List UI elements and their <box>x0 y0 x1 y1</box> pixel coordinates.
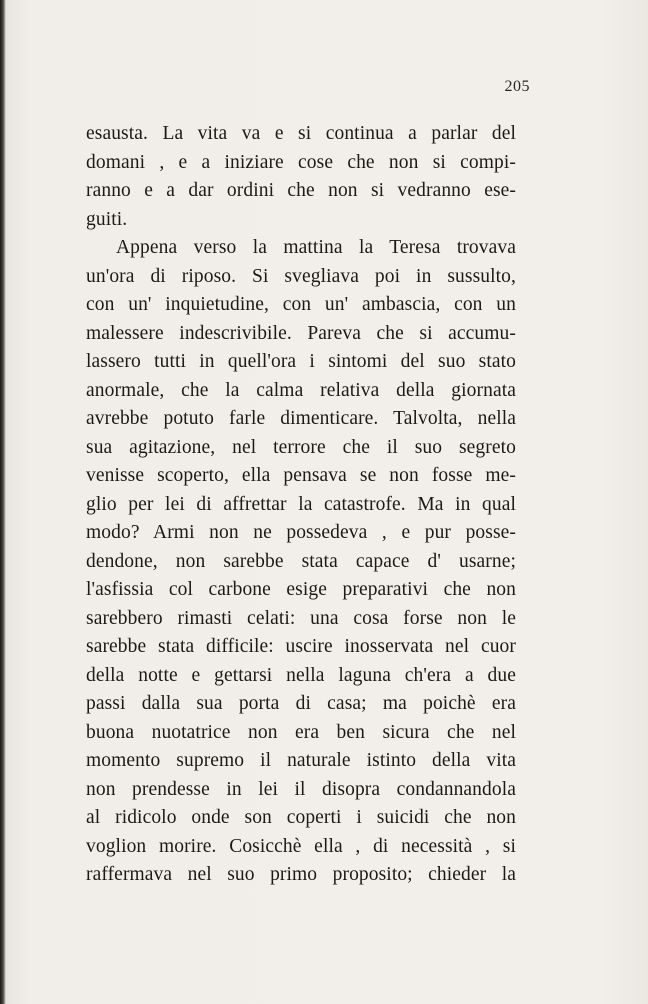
text-line: anormale, che la calma relativa della giornata <box>86 379 516 401</box>
binding-edge <box>0 0 6 1004</box>
body-text <box>86 120 516 890</box>
text-line: voglion morire. Cosicchè ella , di necessità , si <box>86 835 516 857</box>
text-line: guiti. <box>86 208 128 230</box>
text-line: dendone, non sarebbe stata capace d' usarne; <box>86 550 516 572</box>
text-line: esausta. La vita va e si continua a parlar del <box>86 123 516 144</box>
text-line: Appena verso la mattina la Teresa trovava <box>116 237 516 258</box>
text-line: buona nuotatrice non era ben sicura che nel <box>86 721 516 743</box>
text-line: un'ora di riposo. Si svegliava poi in sussulto, <box>86 265 516 287</box>
text-line: sarebbe stata difficile: uscire inosservata nel cuor <box>86 636 516 657</box>
text-line: l'asfissia col carbone esige preparativi che non <box>86 579 516 600</box>
text-line: ranno e a dar ordini che non si vedranno ese- <box>86 180 516 201</box>
text-line: malessere indescrivibile. Pareva che si accumu- <box>86 322 516 344</box>
text-line: al ridicolo onde son coperti i suicidi che non <box>86 807 516 828</box>
text-line: lassero tutti in quell'ora i sintomi del suo stato <box>86 351 516 372</box>
text-line: momento supremo il naturale istinto della vita <box>86 750 516 771</box>
text-line: sarebbero rimasti celati: una cosa forse non le <box>86 607 516 629</box>
text-line: con un' inquietudine, con un' ambascia, con un <box>86 294 516 315</box>
text-line: venisse scoperto, ella pensava se non fosse me- <box>86 465 516 486</box>
text-line: glio per lei di affrettar la catastrofe. Ma in qual <box>86 493 516 515</box>
text-line: della notte e gettarsi nella laguna ch'era a due <box>86 664 516 686</box>
page-number: 205 <box>504 78 530 95</box>
text-line: non prendesse in lei il disopra condannandola <box>86 778 516 800</box>
text-line: sua agitazione, nel terrore che il suo segreto <box>86 436 516 458</box>
text-line: raffermava nel suo primo proposito; chieder la <box>86 864 516 885</box>
text-line: modo? Armi non ne possedeva , e pur posse- <box>86 522 516 543</box>
text-line: avrebbe potuto farle dimenticare. Talvolta, nella <box>86 408 516 429</box>
text-line: domani , e a iniziare cose che non si compi- <box>86 151 516 173</box>
text-line: passi dalla sua porta di casa; ma poichè era <box>86 693 516 714</box>
